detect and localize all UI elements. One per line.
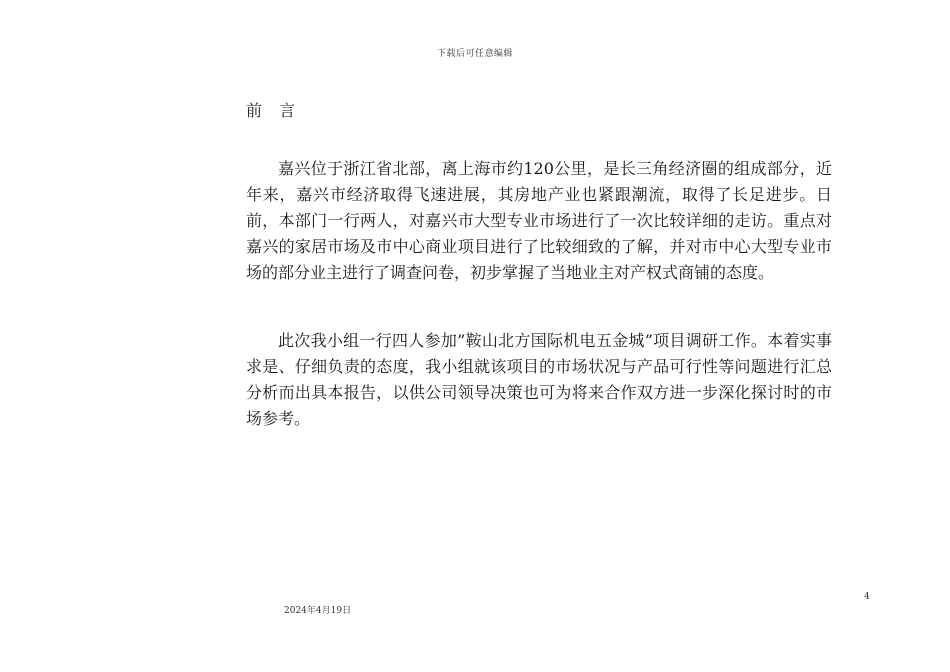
body-paragraph-1: 嘉兴位于浙江省北部，离上海市约120公里，是长三角经济圈的组成部分，近年来，嘉兴市经济取得飞速进展，其房地产业也紧跟潮流，取得了长足进步。日前，本部门一行两人，对嘉兴市大型专业市场进行了一次比较详细的走访。重点对嘉兴的家居市场及市中心商业项目进行了比较细致的了解，并对市中心大型专业市场的部分业主进行了调查问卷，初步掌握了当地业主对产权式商铺的态度。 [246, 159, 832, 282]
section-heading: 前 言 [246, 101, 302, 120]
body-paragraph-2: 此次我小组一行四人参加”鞍山北方国际机电五金城”项目调研工作。本着实事求是、仔细负责的态度，我小组就该项目的市场状况与产品可行性等问题进行汇总分析而出具本报告，以供公司领导决策也可为将来合作双方进一步深化探讨时的市场参考。 [246, 331, 832, 428]
page-number: 4 [864, 592, 870, 602]
page-header-note: 下载后可任意编辑 [436, 49, 513, 59]
footer-date: 2024年4月19日 [284, 606, 352, 616]
